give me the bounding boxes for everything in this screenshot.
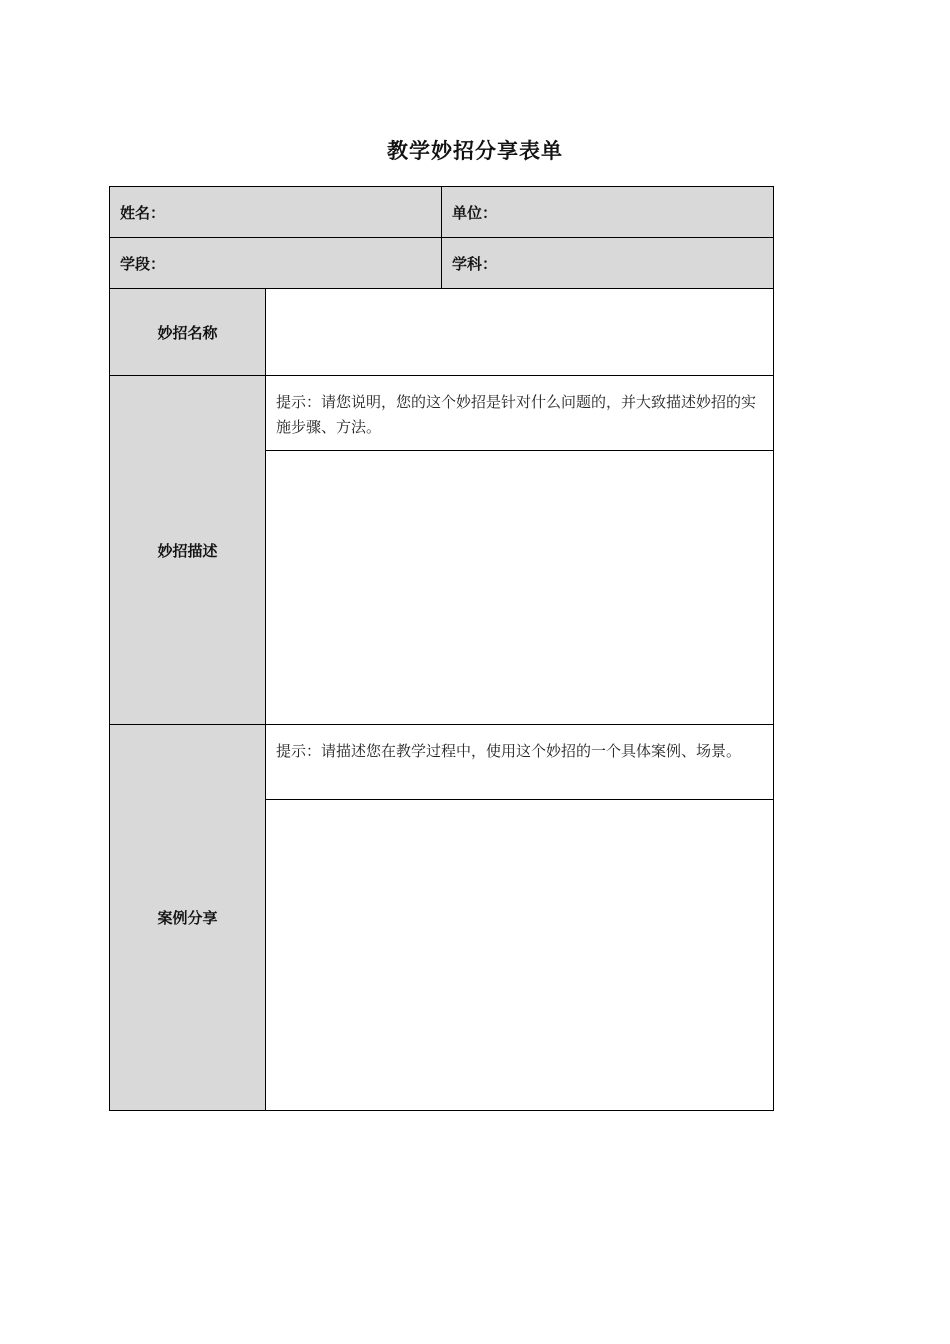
name-field[interactable] [110,187,442,238]
trick-desc-input-area[interactable] [266,451,774,725]
case-hint: 提示：请描述您在教学过程中，使用这个妙招的一个具体案例、场景。 [266,725,774,800]
subject-field[interactable] [442,238,774,289]
trick-desc-hint-row [110,376,774,451]
stage-label: 学段： [120,254,166,273]
stage-subject-row [110,238,774,289]
stage-field[interactable] [110,238,442,289]
case-label: 案例分享 [110,725,266,1111]
case-hint-row [110,725,774,800]
trick-name-input-area[interactable] [266,289,774,376]
trick-desc-label: 妙招描述 [110,376,266,725]
unit-label: 单位： [452,203,498,222]
trick-desc-hint: 提示：请您说明，您的这个妙招是针对什么问题的，并大致描述妙招的实施步骤、方法。 [266,376,774,451]
page-title: 教学妙招分享表单 [387,139,563,163]
trick-name-label: 妙招名称 [110,289,266,376]
sharing-form-table [109,186,774,1111]
unit-field[interactable] [442,187,774,238]
case-input-area[interactable] [266,800,774,1111]
name-unit-row [110,187,774,238]
trick-name-row [110,289,774,376]
name-label: 姓名： [120,203,166,222]
subject-label: 学科： [452,254,498,273]
